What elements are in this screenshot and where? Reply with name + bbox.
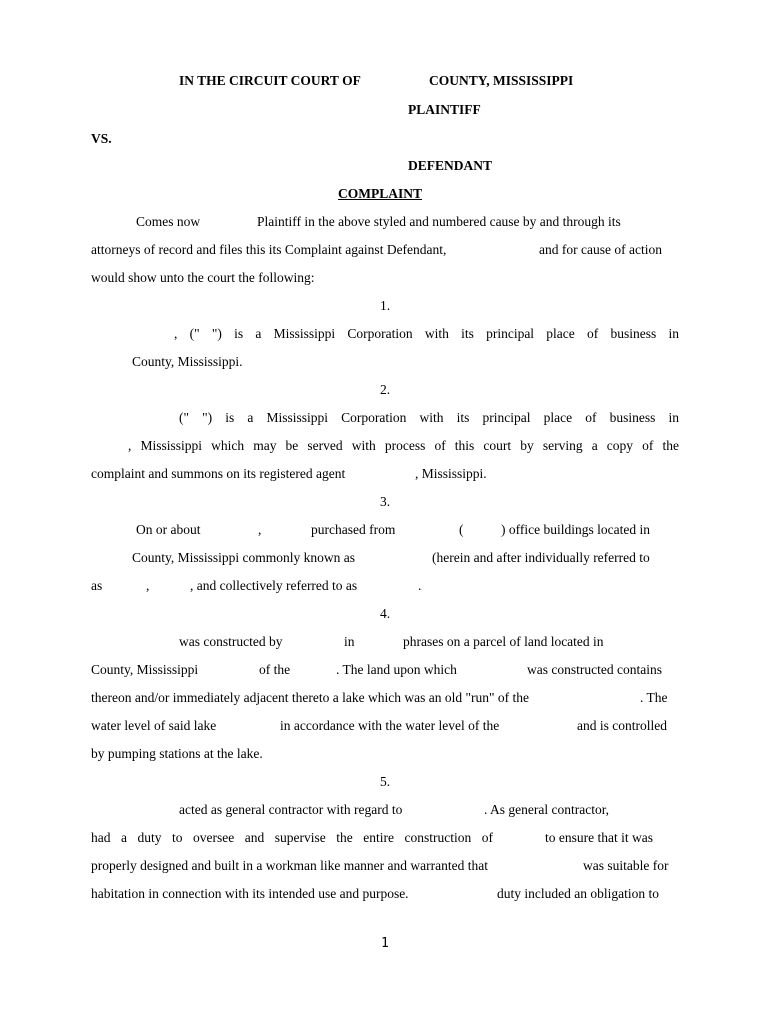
paragraph-number: 1. [380,298,391,313]
paragraph-text: of the [259,662,291,677]
paragraph-text: acted as general contractor with regard to [179,802,403,817]
paragraph-text: (" ") is a Mississippi Corporation with its principal place of business in [179,410,679,425]
court-county: COUNTY, MISSISSIPPI [429,73,574,88]
paragraph-text: in [344,634,355,649]
court-name: IN THE CIRCUIT COURT OF [179,73,361,88]
paragraph-number: 5. [380,774,391,789]
paragraph-text: was constructed contains [527,662,662,677]
paragraph-text: had a duty to oversee and supervise the entire construction of [91,830,493,845]
plaintiff-label: PLAINTIFF [408,102,481,117]
paragraph-text: in accordance with the water level of the [280,718,500,733]
paragraph-text: , Mississippi. [415,466,487,481]
paragraph-text: (herein and after individually referred to [432,550,650,565]
defendant-label: DEFENDANT [408,158,493,173]
versus-label: VS. [91,131,112,146]
paragraph-text: , [146,578,150,593]
paragraph-text: and is controlled [577,718,667,733]
paragraph-text: . As general contractor, [484,802,610,817]
paragraph-text: County, Mississippi. [132,354,243,369]
paragraph-text: County, Mississippi commonly known as [132,550,356,565]
paragraph-number: 4. [380,606,391,621]
paragraph-text: properly designed and built in a workman like manner and warranted that [91,858,488,873]
paragraph-text: . The land upon which [336,662,457,677]
paragraph-text: water level of said lake [91,718,217,733]
paragraph-text: purchased from [311,522,396,537]
paragraph-text: , and collectively referred to as [190,578,358,593]
paragraph-text: On or about [136,522,201,537]
intro-text: Comes now [136,214,201,229]
paragraph-number: 3. [380,494,391,509]
paragraph-text: , Mississippi which may be served with process of this court by serving a copy of the [128,438,679,453]
document-title: COMPLAINT [338,186,422,201]
paragraph-text: was suitable for [583,858,669,873]
paragraph-text: as [91,578,103,593]
intro-text: and for cause of action [539,242,662,257]
paragraph-number: 2. [380,382,391,397]
intro-text: would show unto the court the following: [91,270,315,285]
page-number: 1 [381,936,389,951]
intro-text: Plaintiff in the above styled and numbered cause by and through its [257,214,621,229]
paragraph-text: County, Mississippi [91,662,199,677]
paragraph-text: complaint and summons on its registered agent [91,466,346,481]
paragraph-text: thereon and/or immediately adjacent thereto a lake which was an old "run" of the [91,690,529,705]
paragraph-text: phrases on a parcel of land located in [403,634,604,649]
paragraph-text: by pumping stations at the lake. [91,746,263,761]
paragraph-text: . [418,578,422,593]
paragraph-text: duty included an obligation to [497,886,659,901]
paragraph-text: , [258,522,262,537]
paragraph-text: was constructed by [179,634,283,649]
paragraph-text: , (" ") is a Mississippi Corporation with its principal place of business in [174,326,679,341]
paragraph-text: . The [640,690,668,705]
paragraph-text: habitation in connection with its intended use and purpose. [91,886,409,901]
paragraph-text: ( [459,522,464,537]
paragraph-text: ) office buildings located in [501,522,650,537]
paragraph-text: to ensure that it was [545,830,653,845]
intro-text: attorneys of record and files this its Complaint against Defendant, [91,242,447,257]
